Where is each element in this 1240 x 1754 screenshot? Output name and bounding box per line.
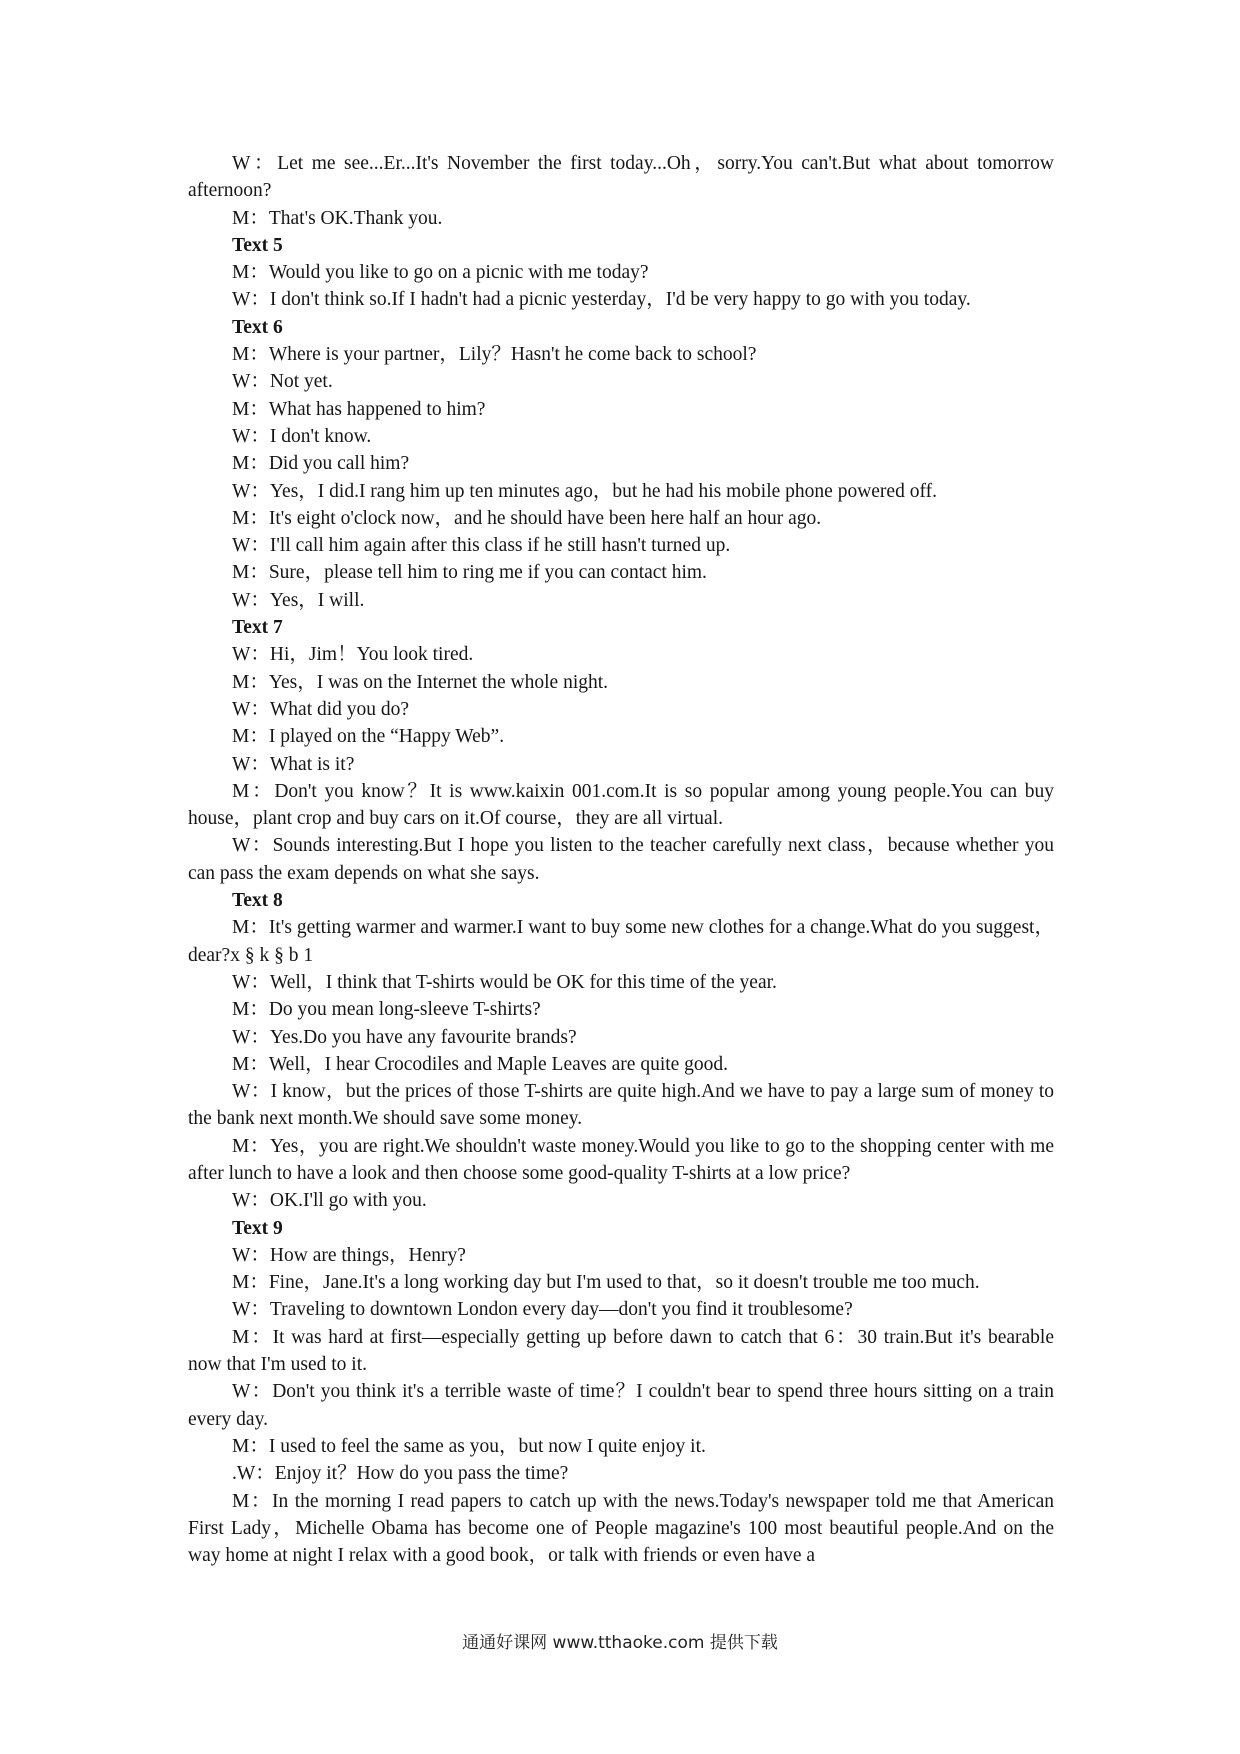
document-body bbox=[188, 150, 1054, 1569]
dialogue-line: W：Traveling to downtown London every day—don't you find it troublesome? bbox=[232, 1299, 853, 1321]
dialogue-line: W：OK.I'll go with you. bbox=[232, 1190, 427, 1212]
dialogue-line: M：In the morning I read papers to catch up with the news.Today's newspaper told me that American First Lady，Michelle Obama has become one of People magazine's 100 most beautiful people.And on the way home at night I relax with a good book，or talk with friends or even have a bbox=[188, 1490, 1054, 1567]
dialogue-line: M：I played on the “Happy Web”. bbox=[232, 726, 505, 748]
dialogue-line: W：How are things，Henry? bbox=[232, 1244, 466, 1266]
section-heading: Text 5 bbox=[232, 234, 283, 256]
dialogue-line: M：What has happened to him? bbox=[232, 398, 486, 420]
dialogue-line: W：What is it? bbox=[232, 753, 355, 775]
dialogue-line: M：It's getting warmer and warmer.I want to buy some new clothes for a change.What do you suggest，dear?x § k § b 1 bbox=[188, 917, 1054, 966]
dialogue-line: M：Where is your partner，Lily？Hasn't he come back to school? bbox=[232, 344, 757, 366]
dialogue-line: M：Don't you know？It is www.kaixin 001.com.It is so popular among young people.You can buy house，plant crop and buy cars on it.Of course，they are all virtual. bbox=[188, 780, 1054, 830]
dialogue-line: W：I know，but the prices of those T-shirts are quite high.And we have to pay a large sum of money to the bank next month.We should save some money. bbox=[188, 1081, 1054, 1130]
dialogue-line: W：I don't know. bbox=[232, 425, 372, 447]
dialogue-line: W：Yes，I did.I rang him up ten minutes ago，but he had his mobile phone powered off. bbox=[232, 480, 937, 502]
page-footer: 通通好课网 www.tthaoke.com 提供下载 bbox=[462, 1633, 778, 1653]
dialogue-line: M：I used to feel the same as you，but now I quite enjoy it. bbox=[232, 1435, 706, 1457]
dialogue-line: .W：Enjoy it？How do you pass the time? bbox=[232, 1463, 569, 1485]
section-heading: Text 6 bbox=[232, 316, 283, 338]
dialogue-line: W：Yes.Do you have any favourite brands? bbox=[232, 1026, 577, 1048]
dialogue-line: M：Did you call him? bbox=[232, 453, 410, 475]
dialogue-line: M：Well，I hear Crocodiles and Maple Leaves are quite good. bbox=[232, 1053, 729, 1075]
dialogue-line: M：Would you like to go on a picnic with me today? bbox=[232, 262, 649, 284]
dialogue-line: W：Sounds interesting.But I hope you listen to the teacher carefully next class，because whether you can pass the exam depends on what she says. bbox=[188, 835, 1054, 884]
dialogue-line: W：I don't think so.If I hadn't had a picnic yesterday，I'd be very happy to go with you today. bbox=[232, 289, 971, 311]
dialogue-line: M：It's eight o'clock now，and he should have been here half an hour ago. bbox=[232, 507, 822, 529]
dialogue-line: M：It was hard at first—especially getting up before dawn to catch that 6：30 train.But it's bearable now that I'm used to it. bbox=[188, 1326, 1054, 1376]
dialogue-line: M：Do you mean long-sleeve T-shirts? bbox=[232, 999, 541, 1021]
dialogue-line: W：Don't you think it's a terrible waste of time？I couldn't bear to spend three hours sitting on a train every day. bbox=[188, 1381, 1054, 1430]
dialogue-line: W：I'll call him again after this class if he still hasn't turned up. bbox=[232, 535, 731, 557]
dialogue-line: W：Well，I think that T-shirts would be OK for this time of the year. bbox=[232, 971, 777, 993]
dialogue-line: W：Let me see...Er...It's November the first today...Oh，sorry.You can't.But what about tomorrow afternoon? bbox=[188, 153, 1054, 202]
dialogue-line: W：Not yet. bbox=[232, 371, 333, 393]
dialogue-line: M：Fine，Jane.It's a long working day but I'm used to that，so it doesn't trouble me too much. bbox=[232, 1272, 980, 1294]
dialogue-line: M：Sure，please tell him to ring me if you can contact him. bbox=[232, 562, 707, 584]
dialogue-line: M：Yes，you are right.We shouldn't waste money.Would you like to go to the shopping center with me after lunch to have a look and then choose some good-quality T-shirts at a low price? bbox=[188, 1135, 1054, 1184]
dialogue-line: M：Yes，I was on the Internet the whole night. bbox=[232, 671, 609, 693]
section-heading: Text 7 bbox=[232, 617, 283, 639]
dialogue-line: W：Hi，Jim！You look tired. bbox=[232, 644, 474, 666]
dialogue-line: M：That's OK.Thank you. bbox=[232, 207, 443, 229]
section-heading: Text 9 bbox=[232, 1217, 283, 1239]
dialogue-line: W：What did you do? bbox=[232, 698, 410, 720]
section-heading: Text 8 bbox=[232, 890, 283, 912]
dialogue-line: W：Yes，I will. bbox=[232, 589, 365, 611]
